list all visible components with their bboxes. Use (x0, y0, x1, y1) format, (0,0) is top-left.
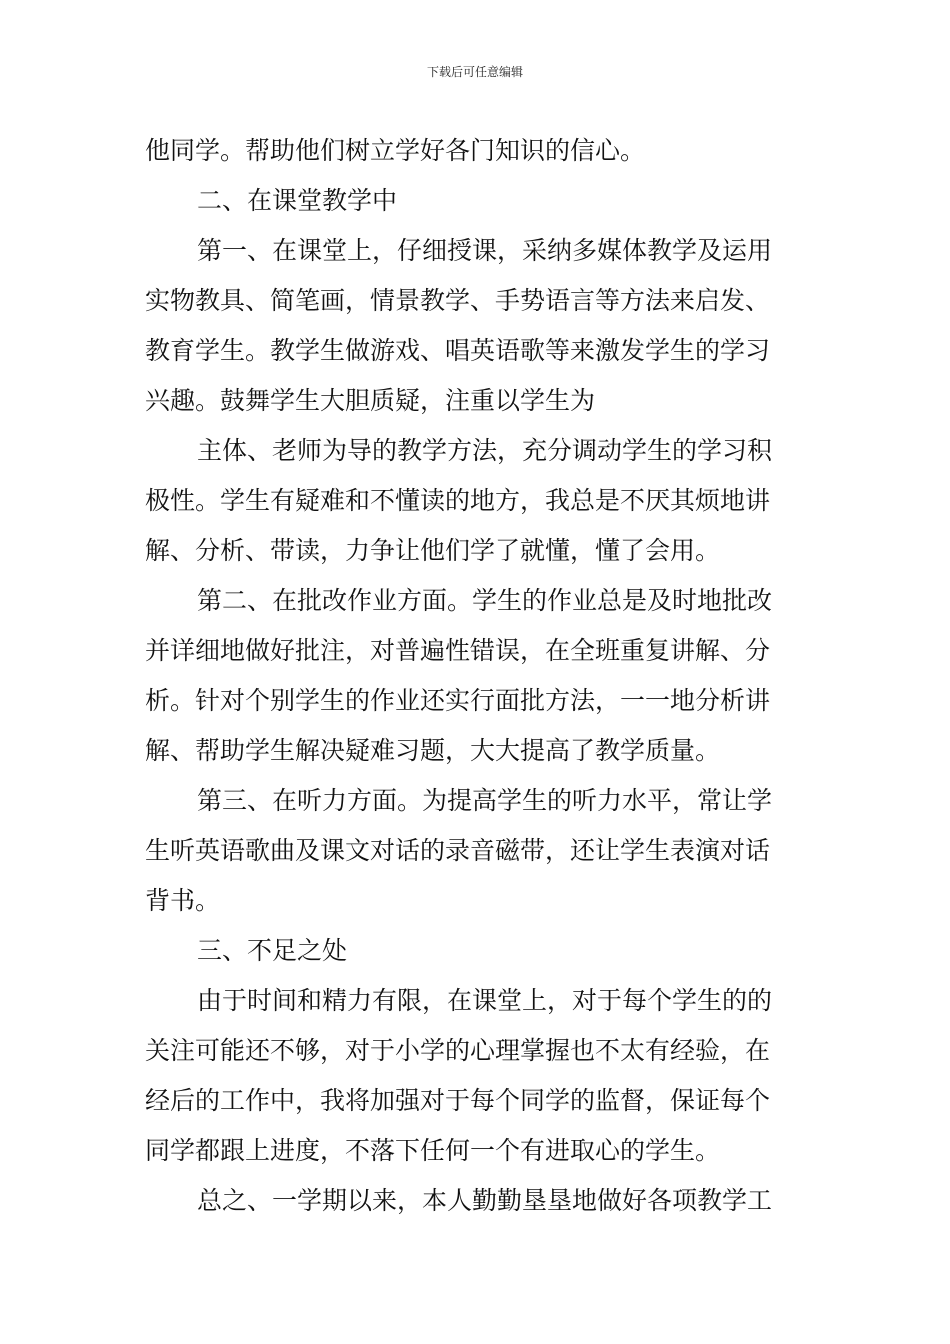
text-line: 关注可能还不够，对于小学的心理掌握也不太有经验，在 (145, 1036, 771, 1065)
text-line: 生听英语歌曲及课文对话的录音磁带，还让学生表演对话 (145, 836, 771, 865)
text-line: 他同学。帮助他们树立学好各门知识的信心。 (145, 136, 646, 165)
text-line: 第一、在课堂上，仔细授课，采纳多媒体教学及运用 (197, 236, 773, 265)
text-line: 析。针对个别学生的作业还实行面批方法，一一地分析讲 (145, 686, 771, 715)
text-line: 极性。学生有疑难和不懂读的地方，我总是不厌其烦地讲 (145, 486, 771, 515)
text-line: 由于时间和精力有限，在课堂上，对于每个学生的的 (197, 986, 773, 1015)
page-header: 下载后可任意编辑 (426, 65, 523, 79)
text-line: 第三、在听力方面。为提高学生的听力水平，常让学 (197, 786, 773, 815)
document-body (145, 126, 810, 1226)
text-line: 三、不足之处 (197, 936, 348, 965)
text-line: 同学都跟上进度，不落下任何一个有进取心的学生。 (145, 1136, 721, 1165)
text-line: 主体、老师为导的教学方法，充分调动学生的学习积 (197, 436, 773, 465)
text-line: 背书。 (145, 886, 221, 915)
text-line: 二、在课堂教学中 (197, 186, 398, 215)
text-line: 解、分析、带读，力争让他们学了就懂，懂了会用。 (145, 536, 721, 565)
text-line: 第二、在批改作业方面。学生的作业总是及时地批改 (197, 586, 773, 615)
text-line: 解、帮助学生解决疑难习题，大大提高了教学质量。 (145, 736, 721, 765)
text-line: 实物教具、简笔画，情景教学、手势语言等方法来启发、 (145, 286, 771, 315)
text-line: 经后的工作中，我将加强对于每个同学的监督，保证每个 (145, 1086, 771, 1115)
text-line: 兴趣。鼓舞学生大胆质疑，注重以学生为 (145, 386, 596, 415)
text-line: 总之、一学期以来，本人勤勤垦垦地做好各项教学工 (197, 1186, 773, 1215)
text-line: 教育学生。教学生做游戏、唱英语歌等来激发学生的学习 (145, 336, 771, 365)
text-line: 并详细地做好批注，对普遍性错误，在全班重复讲解、分 (145, 636, 771, 665)
